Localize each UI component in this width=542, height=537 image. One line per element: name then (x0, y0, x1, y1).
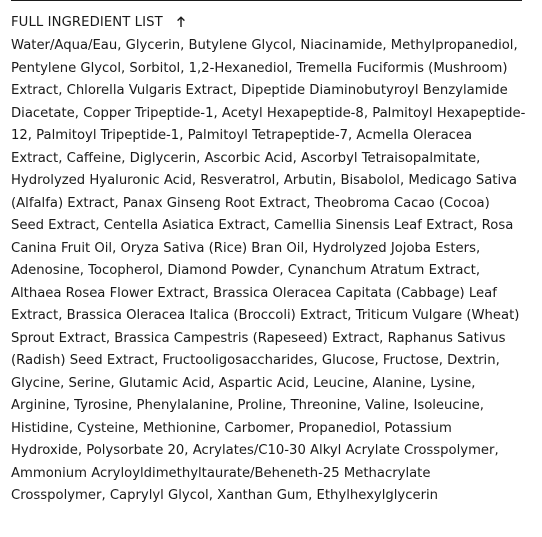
section-title: FULL INGREDIENT LIST (11, 14, 163, 30)
ingredient-list-toggle[interactable] (11, 12, 187, 32)
section-divider (11, 0, 522, 1)
arrow-up-icon[interactable] (175, 15, 187, 29)
ingredient-list-text: Water/Aqua/Eau, Glycerin, Butylene Glycol, Niacinamide, Methylpropanediol, Pentylene Glycol, Sorbitol, 1,2-Hexanediol, Tremella Fuciformis (Mushroom) Extract, Chlorella Vulgaris Extract, Dipeptide Diaminobutyroyl Benzylamide Diacetate, Copper Tripeptide-1, Acetyl Hexapeptide-8, Palmitoyl Hexapeptide-12, Palmitoyl Tripeptide-1, Palmitoyl Tetrapeptide-7, Acmella Oleracea Extract, Caffeine, Diglycerin, Ascorbic Acid, Ascorbyl Tetraisopalmitate, Hydrolyzed Hyaluronic Acid, Resveratrol, Arbutin, Bisabolol, Medicago Sativa (Alfalfa) Extract, Panax Ginseng Root Extract, Theobroma Cacao (Cocoa) Seed Extract, Centella Asiatica Extract, Camellia Sinensis Leaf Extract, Rosa Canina Fruit Oil, Oryza Sativa (Rice) Bran Oil, Hydrolyzed Jojoba Esters, Adenosine, Tocopherol, Diamond Powder, Cynanchum Atratum Extract, Althaea Rosea Flower Extract, Brassica Oleracea Capitata (Cabbage) Leaf Extract, Brassica Oleracea Italica (Broccoli) Extract, Triticum Vulgare (Wheat) Sprout Extract, Brassica Campestris (Rapeseed) Extract, Raphanus Sativus (Radish) Seed Extract, Fructooligosaccharides, Glucose, Fructose, Dextrin, Glycine, Serine, Glutamic Acid, Aspartic Acid, Leucine, Alanine, Lysine, Arginine, Tyrosine, Phenylalanine, Proline, Threonine, Valine, Isoleucine, Histidine, Cysteine, Methionine, Carbomer, Propanediol, Potassium Hydroxide, Polysorbate 20, Acrylates/C10-30 Alkyl Acrylate Crosspolymer, Ammonium Acryloyldimethyltaurate/Beheneth-25 Methacrylate Crosspolymer, Caprylyl Glycol, Xanthan Gum, Ethylhexylglycerin (11, 38, 526, 503)
